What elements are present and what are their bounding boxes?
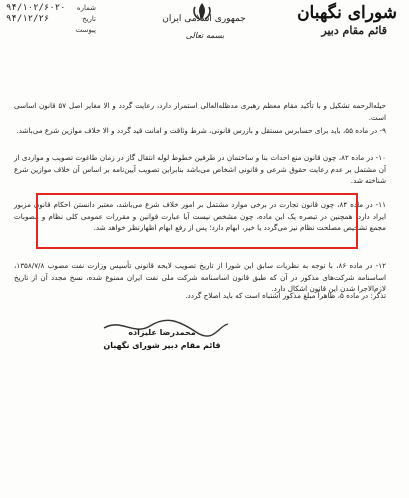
date-value: ۹۴/۱۲/۲۶ — [6, 13, 50, 24]
attachment-label: پیوست — [75, 25, 96, 34]
highlight-box — [36, 193, 358, 249]
council-subtitle: قائم مقام دبیر — [321, 24, 387, 37]
republic-label: جمهوری اسلامی ایران — [162, 14, 246, 24]
number-label: شماره — [76, 3, 96, 12]
letter-meta — [6, 2, 96, 35]
paragraph-5: ۱۲- در ماده ۸۶، با توجه به نظریات سابق این شورا از تاریخ تصویب لایحه قانونی تأسیس وزارت نفت مصوب ۱۳۵۸/۷/۸، اساسنامه شرکت‌های مذکور در آن که طبق قانون اساسنامه شرکت ملی نفت ایران ممنوع شده، نسخ مجدد آن از تاریخ لازم‌الاجرا شدن این قانون اشکال دارد. — [14, 261, 386, 293]
paragraph-1: حیله‌الرحمه تشکیل و با تأکید مقام معظم رهبری مدظله‌العالی استمرار دارد، رعایت گردد و الا مغایر اصل ۵۷ قانون اساسی است. — [14, 101, 386, 122]
paragraph-3: ۱۰- در ماده ۸۲، چون قانون منع احداث بنا و ساختمان در طرفین خطوط لوله انتقال گاز در زمان طاغوت تصویب و مواردی از آن مشتمل بر عدم رعایت حقوق شرعی و قانونی اشخاص می‌باشد بنابراین تصویب آیین‌نامه بر اساس آن خلاف موازین شرع شناخته شد. — [14, 153, 386, 185]
paragraph-2: ۹- در ماده ۵۵، باید برای حسابرس مستقل و بازرس قانونی، شرط وثاقت و امانت قید گردد و الا خلاف موازین شرع می‌باشد. — [16, 126, 386, 135]
bismillah-label: بسمه تعالی — [185, 31, 225, 40]
paragraph-4-highlighted: ۱۱- در ماده ۸۴، چون قانون تجارت در برخی موارد مشتمل بر امور خلاف شرع می‌باشد، معتبر دانستن احکام قانون مزبور ایراد دارد. همچنین در تبصره یک این ماده، چون مشخص نیست آیا عبارت قوانین و مقررات عمومی کلی نظام و مصوبات مجمع تشخیص مصلحت نظام نیز می‌گردد یا خیر، ابهام دارد؛ پس از رفع ابهام اظهارنظر خواهد شد. — [14, 200, 386, 232]
meta-number-row — [6, 2, 96, 13]
date-label: تاریخ — [82, 14, 96, 23]
note-paragraph: تذکر: در ماده ۵، ظاهراً مبلغ مذکور اشتباه است که باید اصلاح گردد. — [185, 291, 386, 300]
council-title: شورای نگهبان — [297, 3, 397, 23]
signatory-title: قائم مقام دبیر شورای نگهبان — [103, 341, 221, 350]
meta-attachment-row — [6, 24, 96, 35]
letterhead — [0, 0, 409, 46]
number-value: ۹۴/۱۰۲/۶۰۲۰ — [6, 2, 66, 13]
signatory-name: محمدرضا علیزاده — [128, 328, 196, 337]
meta-date-row — [6, 13, 96, 24]
